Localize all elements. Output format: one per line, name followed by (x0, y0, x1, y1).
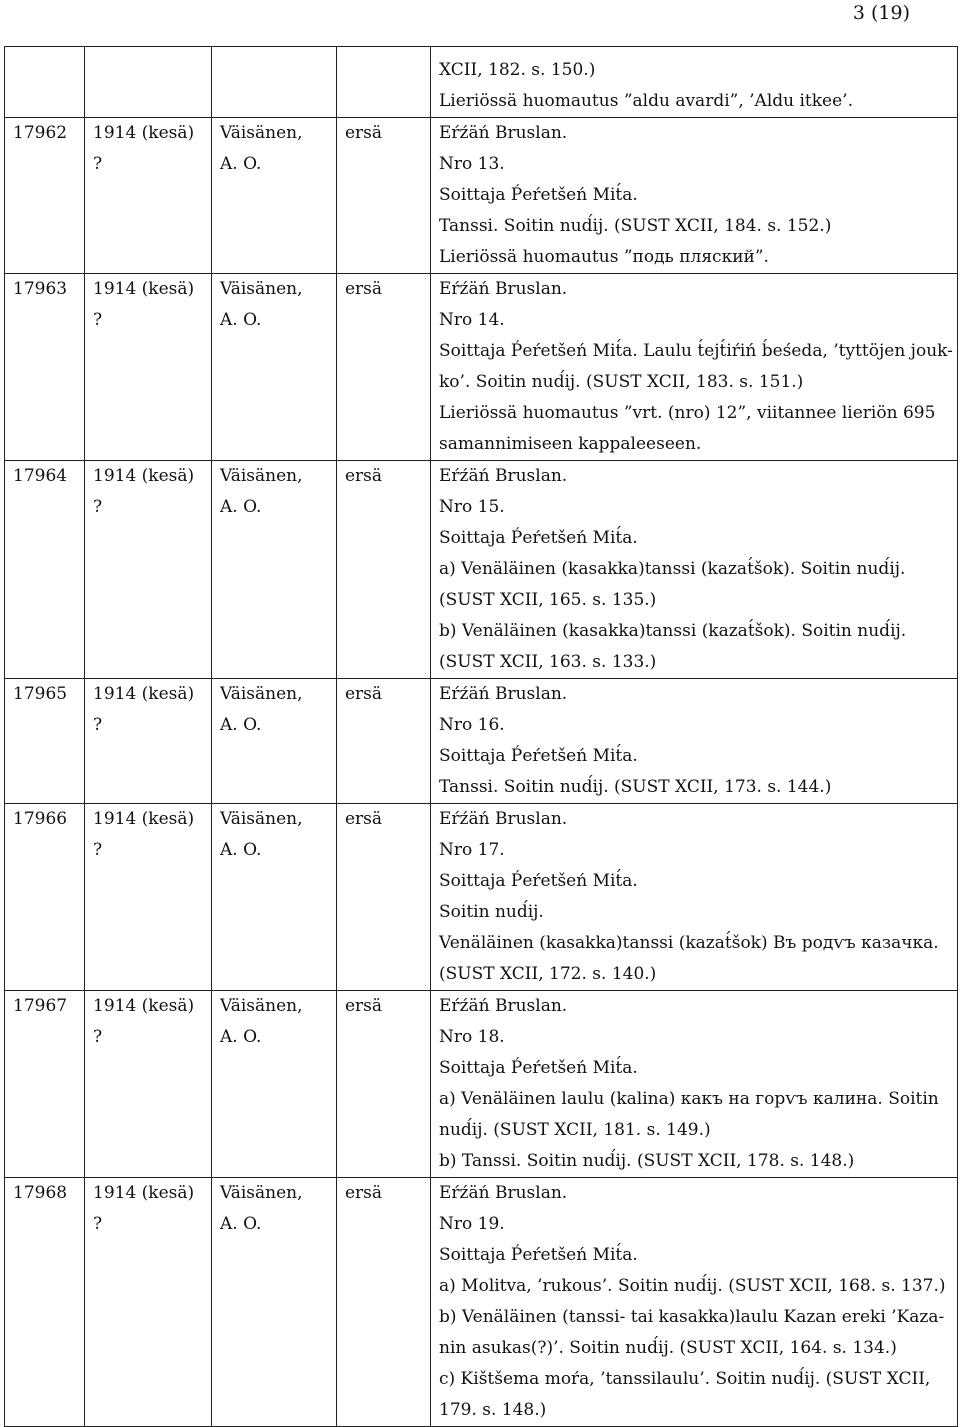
id-cell (5, 1178, 85, 1427)
description-line: ko’. Soitin nud́ij. (SUST XCII, 183. s. 151.) (439, 372, 804, 392)
record-date: 1914 (kesä) (93, 466, 195, 486)
description-cell (431, 1178, 958, 1427)
description-line: (SUST XCII, 165. s. 135.) (439, 590, 657, 610)
description-line: b) Tanssi. Soitin nud́ij. (SUST XCII, 178. s. 148.) (439, 1151, 855, 1171)
record-collector: A. O. (220, 1027, 262, 1047)
language-cell (337, 274, 431, 461)
description-line: Soittaja Ṕeŕetšeń Mit́a. (439, 746, 638, 766)
record-date: 1914 (kesä) (93, 809, 195, 829)
description-line: Tanssi. Soitin nud́ij. (SUST XCII, 173. s. 144.) (439, 777, 832, 797)
collector-cell (212, 461, 337, 679)
table-row (5, 1178, 958, 1427)
date-cell (85, 1178, 212, 1427)
record-date: 1914 (kesä) (93, 279, 195, 299)
description-line: Soittaja Ṕeŕetšeń Mit́a. (439, 1058, 638, 1078)
record-collector: A. O. (220, 310, 262, 330)
record-id: 17968 (13, 1183, 68, 1203)
record-date: ? (93, 154, 103, 174)
page-number: 3 (19) (852, 2, 910, 24)
id-cell (5, 47, 85, 118)
description-line: 179. s. 148.) (439, 1400, 547, 1420)
language-cell (337, 991, 431, 1178)
description-line: Soittaja Ṕeŕetšeń Mit́a. Laulu t́ejt́iŕiń b́eśeda, ’tyttöjen jouk- (439, 341, 953, 361)
description-line: b) Venäläinen (tanssi- tai kasakka)laulu Kazan ereki ’Kaza- (439, 1307, 945, 1327)
record-date: 1914 (kesä) (93, 123, 195, 143)
description-cell (431, 47, 958, 118)
table-row (5, 274, 958, 461)
record-id: 17962 (13, 123, 68, 143)
record-language: ersä (345, 809, 383, 829)
description-line: Venäläinen (kasakka)tanssi (kazat́šok) Въ родѵъ казачка. (439, 933, 939, 953)
record-date: ? (93, 1214, 103, 1234)
description-line: Lieriössä huomautus ”подь пляский”. (439, 247, 769, 267)
description-line: Nro 17. (439, 840, 505, 860)
record-language: ersä (345, 279, 383, 299)
table-row (5, 461, 958, 679)
record-collector: A. O. (220, 154, 262, 174)
record-collector: Väisänen, (220, 123, 303, 143)
record-date: ? (93, 310, 103, 330)
description-line: Nro 18. (439, 1027, 505, 1047)
description-line: Nro 14. (439, 310, 505, 330)
record-collector: A. O. (220, 840, 262, 860)
description-line: Eŕźäń Bruslan. (439, 123, 568, 143)
language-cell (337, 804, 431, 991)
language-cell (337, 461, 431, 679)
description-cell (431, 804, 958, 991)
description-line: Tanssi. Soitin nud́ij. (SUST XCII, 184. s. 152.) (439, 216, 832, 236)
description-line: Eŕźäń Bruslan. (439, 279, 568, 299)
description-line: Nro 15. (439, 497, 505, 517)
record-date: ? (93, 497, 103, 517)
id-cell (5, 679, 85, 804)
description-line: nud́ij. (SUST XCII, 181. s. 149.) (439, 1120, 711, 1140)
table-row (5, 991, 958, 1178)
record-collector: A. O. (220, 715, 262, 735)
description-line: Lieriössä huomautus ”vrt. (nro) 12”, viitannee lieriön 695 (439, 403, 936, 423)
table-row (5, 804, 958, 991)
record-collector: A. O. (220, 497, 262, 517)
description-cell (431, 679, 958, 804)
record-id: 17966 (13, 809, 68, 829)
collector-cell (212, 804, 337, 991)
record-id: 17965 (13, 684, 68, 704)
description-line: XCII, 182. s. 150.) (439, 60, 596, 80)
record-collector: Väisänen, (220, 996, 303, 1016)
description-line: Soittaja Ṕeŕetšeń Mit́a. (439, 528, 638, 548)
collector-cell (212, 118, 337, 274)
record-id: 17963 (13, 279, 68, 299)
table-row (5, 679, 958, 804)
description-line: Soittaja Ṕeŕetšeń Mit́a. (439, 1245, 638, 1265)
record-collector: Väisänen, (220, 684, 303, 704)
record-collector: Väisänen, (220, 809, 303, 829)
collector-cell (212, 1178, 337, 1427)
record-date: 1914 (kesä) (93, 684, 195, 704)
description-line: Soittaja Ṕeŕetšeń Mit́a. (439, 871, 638, 891)
record-language: ersä (345, 996, 383, 1016)
record-date: 1914 (kesä) (93, 996, 195, 1016)
description-line: Nro 16. (439, 715, 505, 735)
date-cell (85, 991, 212, 1178)
description-line: Eŕźäń Bruslan. (439, 1183, 568, 1203)
date-cell (85, 118, 212, 274)
record-language: ersä (345, 1183, 383, 1203)
record-date: ? (93, 715, 103, 735)
description-line: a) Venäläinen laulu (kalina) какъ на горѵъ калина. Soitin (439, 1089, 939, 1109)
collector-cell (212, 679, 337, 804)
record-language: ersä (345, 466, 383, 486)
collector-cell (212, 274, 337, 461)
description-line: Eŕźäń Bruslan. (439, 684, 568, 704)
id-cell (5, 118, 85, 274)
description-line: Eŕźäń Bruslan. (439, 996, 568, 1016)
date-cell (85, 461, 212, 679)
description-line: a) Molitva, ’rukous’. Soitin nud́ij. (SUST XCII, 168. s. 137.) (439, 1276, 946, 1296)
description-cell (431, 461, 958, 679)
record-collector: A. O. (220, 1214, 262, 1234)
record-collector: Väisänen, (220, 1183, 303, 1203)
description-line: Eŕźäń Bruslan. (439, 809, 568, 829)
description-cell (431, 991, 958, 1178)
table-row (5, 118, 958, 274)
continuation-row (5, 47, 958, 118)
date-cell (85, 274, 212, 461)
collector-cell (212, 991, 337, 1178)
language-cell (337, 118, 431, 274)
description-line: (SUST XCII, 163. s. 133.) (439, 652, 657, 672)
id-cell (5, 991, 85, 1178)
description-line: Eŕźäń Bruslan. (439, 466, 568, 486)
record-date: ? (93, 840, 103, 860)
description-line: Lieriössä huomautus ”aldu avardi”, ’Aldu itkee’. (439, 91, 853, 111)
record-language: ersä (345, 684, 383, 704)
language-cell (337, 1178, 431, 1427)
description-line: Nro 13. (439, 154, 505, 174)
record-collector: Väisänen, (220, 466, 303, 486)
description-cell (431, 118, 958, 274)
collector-cell (212, 47, 337, 118)
description-line: Soittaja Ṕeŕetšeń Mit́a. (439, 185, 638, 205)
record-id: 17964 (13, 466, 68, 486)
id-cell (5, 461, 85, 679)
language-cell (337, 679, 431, 804)
record-id: 17967 (13, 996, 68, 1016)
record-date: ? (93, 1027, 103, 1047)
description-line: (SUST XCII, 172. s. 140.) (439, 964, 657, 984)
date-cell (85, 47, 212, 118)
id-cell (5, 274, 85, 461)
date-cell (85, 804, 212, 991)
language-cell (337, 47, 431, 118)
id-cell (5, 804, 85, 991)
description-line: a) Venäläinen (kasakka)tanssi (kazat́šok). Soitin nud́ij. (439, 559, 906, 579)
catalog-table (4, 46, 958, 1427)
description-line: samannimiseen kappaleeseen. (439, 434, 702, 454)
description-line: nin asukas(?)’. Soitin nud́ij. (SUST XCII, 164. s. 134.) (439, 1338, 897, 1358)
description-line: b) Venäläinen (kasakka)tanssi (kazat́šok). Soitin nud́ij. (439, 621, 907, 641)
record-collector: Väisänen, (220, 279, 303, 299)
description-cell (431, 274, 958, 461)
description-line: Nro 19. (439, 1214, 505, 1234)
description-line: Soitin nud́ij. (439, 902, 544, 922)
date-cell (85, 679, 212, 804)
record-date: 1914 (kesä) (93, 1183, 195, 1203)
description-line: c) Kištšema moŕa, ’tanssilaulu’. Soitin nud́ij. (SUST XCII, (439, 1369, 931, 1389)
record-language: ersä (345, 123, 383, 143)
